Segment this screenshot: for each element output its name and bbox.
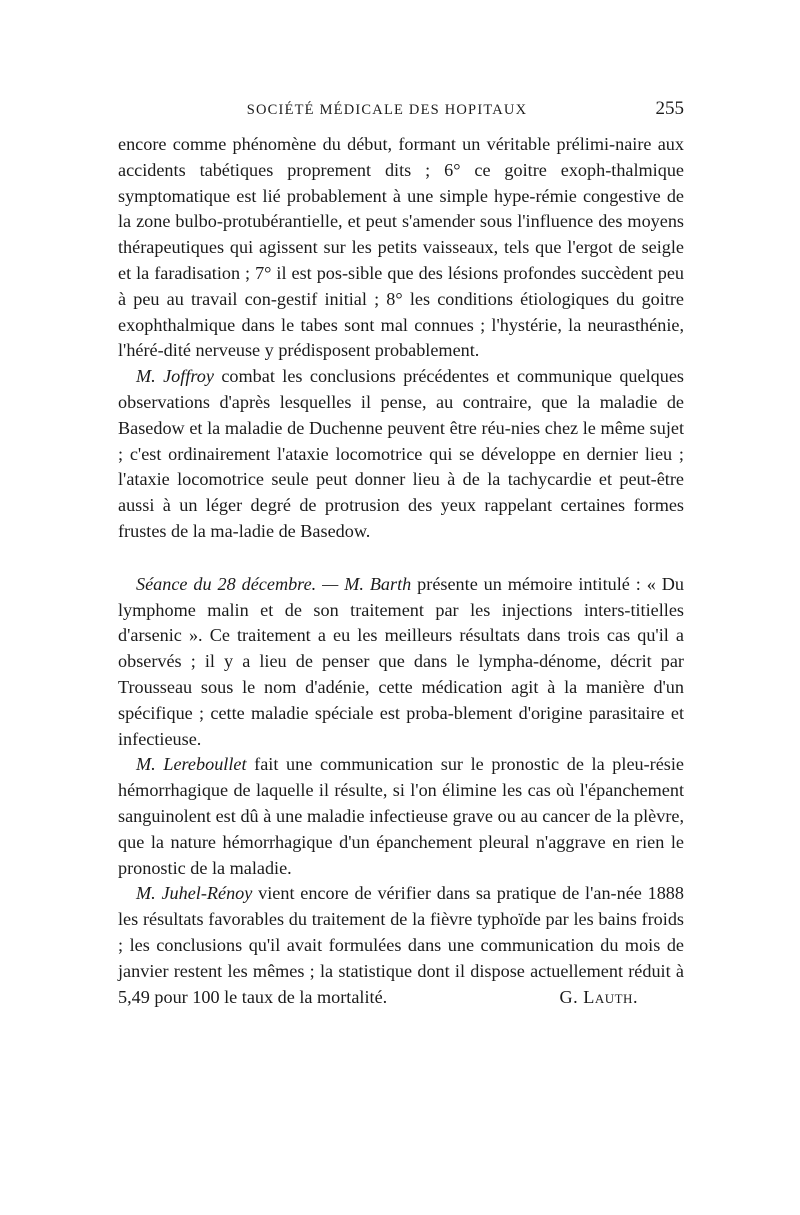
paragraph-text: encore comme phénomène du début, formant un véritable prélimi-naire aux accidents tabétiques proprement dits ; 6° ce goitre exoph-thalmique symptomatique est lié probablement à une simple hype-rémie congestive de la zone bulbo-protubérantielle, et peut s'amender sous l'influence des moyens thérapeutiques qui agissent sur les petits vaisseaux, tels que l'ergot de seigle et la faradisation ; 7° il est pos-sible que des lésions profondes succèdent peu à peu au travail con-gestif initial ; 8° les conditions étiologiques du goitre exophthalmique dans le tabes sont mal connues ; l'hystérie, la neurasthénie, l'héré-dité nerveuse y prédisposent probablement. — [118, 134, 684, 361]
paragraph-lead: M. Lereboullet — [136, 754, 247, 775]
paragraph-joffroy — [118, 364, 684, 545]
paragraph-lead: Séance du 28 décembre. — M. Barth — [136, 573, 412, 594]
page-number: 255 — [655, 98, 684, 119]
body-text — [118, 132, 684, 1010]
paragraph-text: présente un mémoire intitulé : « Du lymphome malin et de son traitement par les injections inters-titielles d'arsenic ». Ce traitement a eu les meilleurs résultats dans trois cas qu'il a observés ; il y a lieu de penser que dans le lympha-dénome, décrit par Trousseau sous le nom d'adénie, cette médication agit à la manière d'un spécifique ; cette maladie spéciale est proba-blement d'origine parasitaire et infectieuse. — [118, 573, 685, 749]
paragraph-text: fait une communication sur le pronostic de la pleu-résie hémorrhagique de laquelle il résulte, si l'on élimine les cas où l'épanchement sanguinolent est dû à une maladie infectieuse grave ou au cancer de la plèvre, que la nature hémorrhagique d'un épanchement pleural n'aggrave en rien le pronostic de la maladie. — [118, 754, 685, 878]
paragraph-lead: M. Joffroy — [136, 366, 214, 387]
paragraph-text: vient encore de vérifier dans sa pratique de l'an-née 1888 les résultats favorables du traitement de la fièvre typhoïde par les bains froids ; les conclusions qu'il avait formulées dans une communication du mois de janvier restent les mêmes ; la statistique dont il dispose actuellement réduit à 5,49 pour 100 le taux de la mortalité. — [118, 883, 684, 1007]
paragraph-lead: M. Juhel-Rénoy — [136, 883, 253, 904]
paragraph-juhel-renoy — [118, 881, 684, 1010]
paragraph-seance-28-decembre — [118, 572, 684, 753]
document-page — [118, 98, 684, 1010]
running-title: SOCIÉTÉ MÉDICALE DES HOPITAUX — [246, 102, 528, 118]
running-header — [118, 98, 684, 128]
paragraph-text: combat les conclusions précédentes et communique quelques observations d'après lesquelles il pense, au contraire, que la maladie de Basedow et la maladie de Duchenne peuvent être réu-nies chez le même sujet ; c'est ordinairement l'ataxie locomotrice qui se développe en dernier lieu ; l'ataxie locomotrice seule peut donner lieu à de la tachycardie et peut-être aussi à un léger degré de protrusion des yeux rappelant certaines formes frustes de la ma-ladie de Basedow. — [118, 366, 684, 541]
paragraph-continuation — [118, 132, 684, 364]
paragraph-lereboullet — [118, 752, 684, 881]
author-signature: G. Lauth. — [559, 986, 638, 1007]
